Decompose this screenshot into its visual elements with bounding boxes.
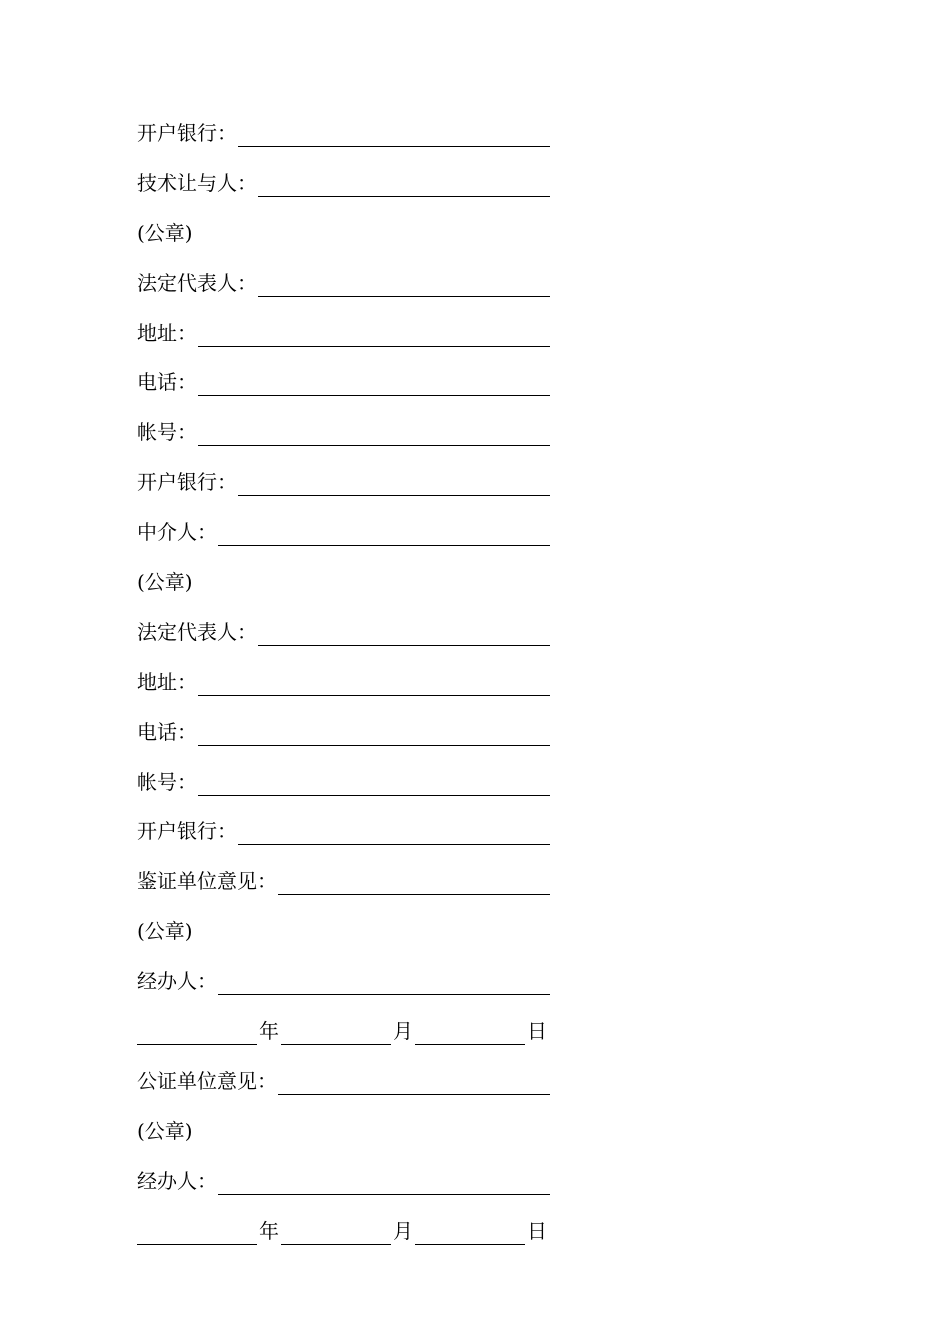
day-label: 日 <box>527 1019 547 1044</box>
stamp-row-2 <box>137 566 550 616</box>
blank-line <box>278 865 550 895</box>
date-row-1 <box>137 1015 550 1065</box>
month-blank-line <box>281 1015 391 1045</box>
blank-line <box>238 815 550 845</box>
blank-line <box>238 117 550 147</box>
field-label: 地址： <box>137 669 197 694</box>
stamp-label: (公章) <box>137 220 193 245</box>
field-row-transferor <box>137 167 550 217</box>
field-label: 开户银行： <box>137 121 237 145</box>
day-label: 日 <box>527 1218 547 1243</box>
year-blank-line <box>137 1215 257 1245</box>
blank-line <box>198 366 550 396</box>
field-label: 技术让与人： <box>137 170 257 195</box>
day-blank-line <box>415 1015 525 1045</box>
year-label: 年 <box>259 1218 279 1243</box>
blank-line <box>238 466 550 496</box>
year-label: 年 <box>259 1019 279 1044</box>
field-label: 帐号： <box>137 420 197 445</box>
blank-line <box>218 516 550 546</box>
signature-form <box>137 117 550 1264</box>
blank-line <box>218 965 550 995</box>
field-label: 电话： <box>137 719 197 744</box>
field-label: 中介人： <box>137 520 217 545</box>
field-row-intermediary <box>137 516 550 566</box>
field-label: 电话： <box>137 370 197 395</box>
field-row-notary-opinion <box>137 1065 550 1115</box>
field-row-bank-3 <box>137 815 550 865</box>
field-row-phone-1 <box>137 366 550 416</box>
year-blank-line <box>137 1015 257 1045</box>
field-label: 帐号： <box>137 769 197 794</box>
stamp-row-1 <box>137 217 550 267</box>
field-row-legal-rep-2 <box>137 616 550 666</box>
blank-line <box>218 1165 550 1195</box>
stamp-label: (公章) <box>137 1118 193 1143</box>
field-row-address-2 <box>137 666 550 716</box>
field-label: 经办人： <box>137 1168 217 1193</box>
field-row-account-1 <box>137 416 550 466</box>
blank-line <box>258 267 550 297</box>
field-label: 法定代表人： <box>137 619 257 644</box>
field-label: 公证单位意见： <box>137 1068 277 1093</box>
field-row-bank-2 <box>137 466 550 516</box>
stamp-label: (公章) <box>137 570 193 595</box>
month-blank-line <box>281 1215 391 1245</box>
field-row-attestation-opinion <box>137 865 550 915</box>
month-label: 月 <box>393 1019 413 1044</box>
field-label: 鉴证单位意见： <box>137 869 277 894</box>
blank-line <box>198 666 550 696</box>
blank-line <box>278 1065 550 1095</box>
stamp-row-3 <box>137 915 550 965</box>
field-label: 地址： <box>137 320 197 345</box>
field-label: 开户银行： <box>137 470 237 495</box>
blank-line <box>198 317 550 347</box>
field-label: 经办人： <box>137 969 217 994</box>
field-row-handler-1 <box>137 965 550 1015</box>
day-blank-line <box>415 1215 525 1245</box>
blank-line <box>198 766 550 796</box>
stamp-row-4 <box>137 1115 550 1165</box>
field-row-bank-1 <box>137 117 550 167</box>
month-label: 月 <box>393 1218 413 1243</box>
field-label: 开户银行： <box>137 819 237 844</box>
field-row-account-2 <box>137 766 550 816</box>
field-label: 法定代表人： <box>137 270 257 295</box>
blank-line <box>258 167 550 197</box>
blank-line <box>198 416 550 446</box>
field-row-legal-rep-1 <box>137 267 550 317</box>
blank-line <box>258 616 550 646</box>
field-row-handler-2 <box>137 1165 550 1215</box>
field-row-address-1 <box>137 317 550 367</box>
date-row-2 <box>137 1215 550 1265</box>
stamp-label: (公章) <box>137 919 193 944</box>
blank-line <box>198 716 550 746</box>
field-row-phone-2 <box>137 716 550 766</box>
